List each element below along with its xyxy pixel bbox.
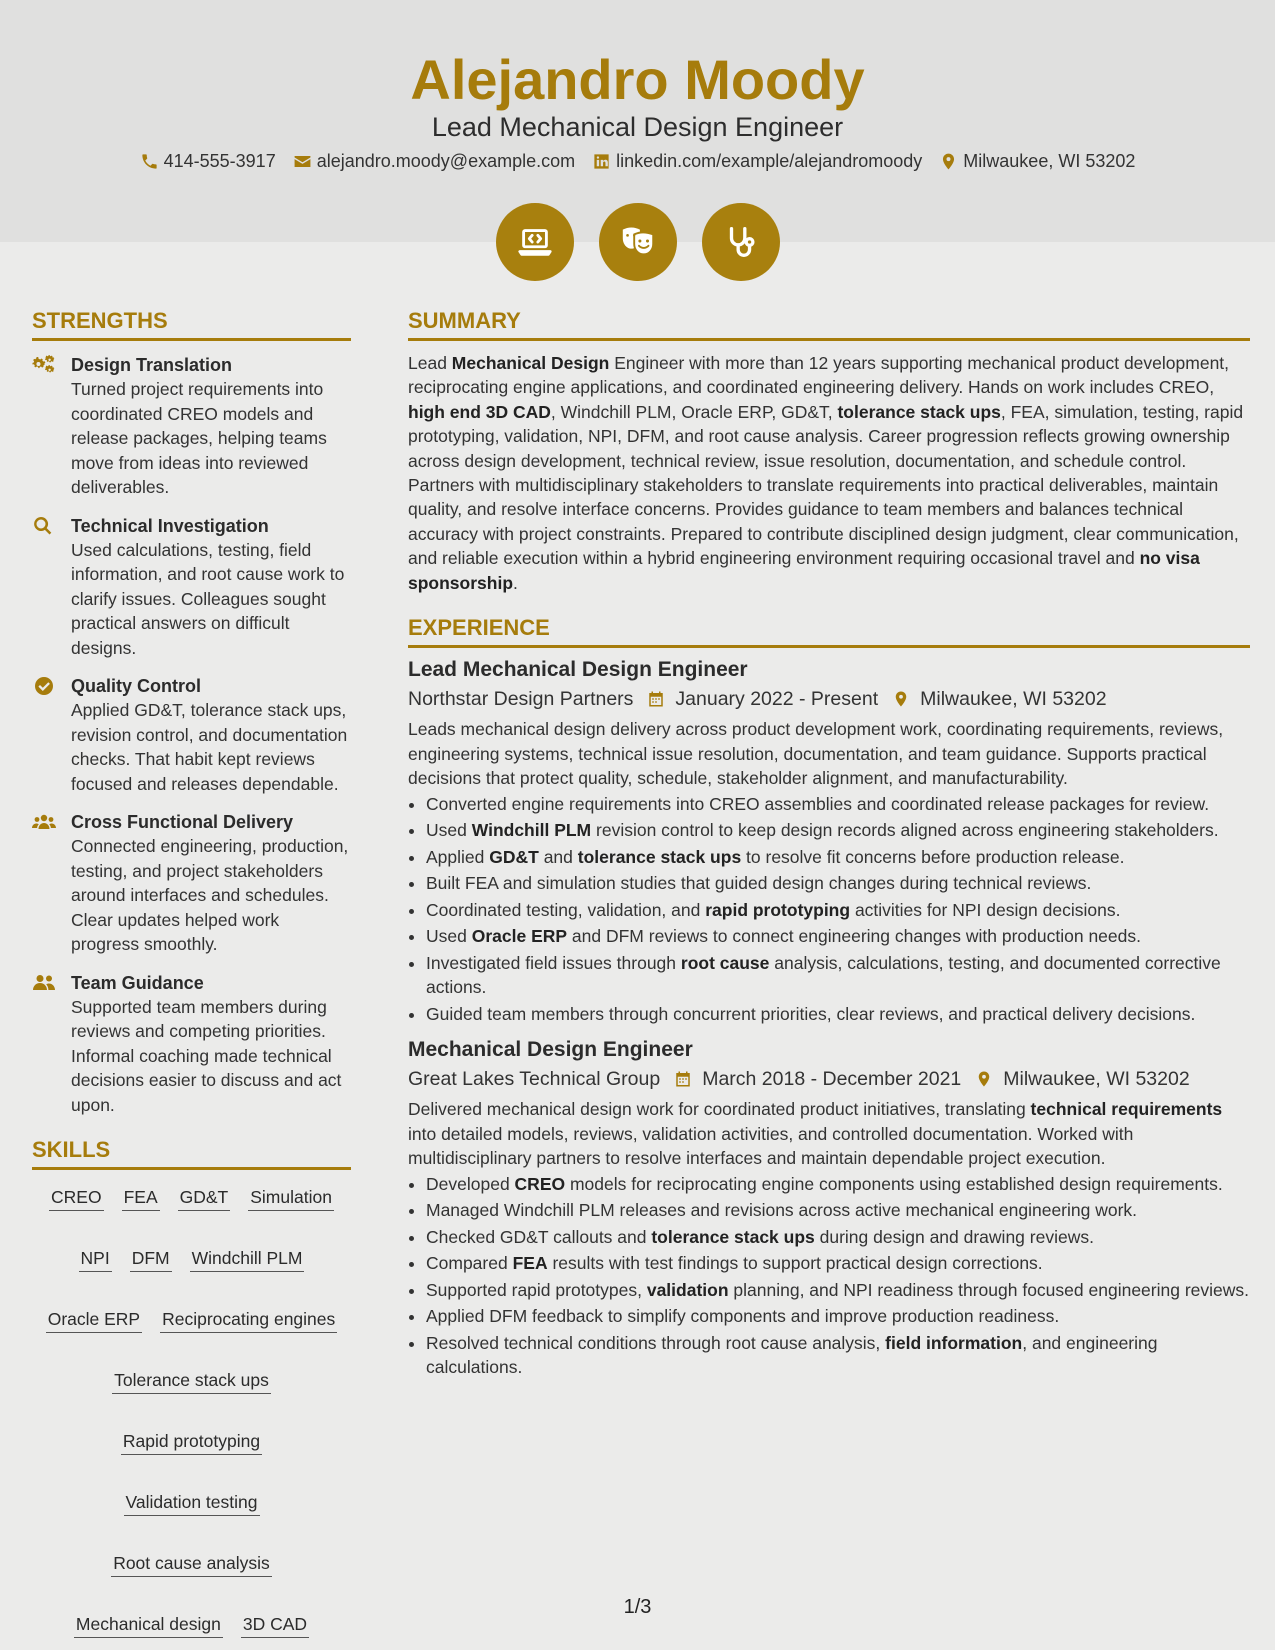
gears-icon — [32, 355, 56, 375]
bold-keyword: field information — [885, 1332, 1023, 1353]
text-segment: Investigated field issues through — [426, 952, 681, 973]
text-segment: Developed — [426, 1173, 515, 1194]
job-bullet — [426, 924, 1250, 949]
right-column — [408, 306, 1250, 1394]
text-segment: Managed Windchill PLM releases and revisions across active mechanical engineering work. — [426, 1200, 1138, 1221]
strength-desc: Supported team members during reviews and competing priorities. Informal coaching made technical decisions easier to discuss and act upon. — [71, 996, 342, 1115]
strength-item — [32, 353, 351, 500]
skills-title: SKILLS — [32, 1135, 351, 1170]
strength-title: Design Translation — [71, 355, 233, 375]
bold-keyword: GD&T — [489, 846, 539, 867]
job-bullet — [426, 1198, 1250, 1223]
stethoscope-icon — [722, 223, 760, 261]
badge-masks — [599, 203, 677, 281]
text-segment: models for reciprocating engine components using established design requirements. — [565, 1173, 1223, 1194]
left-column — [32, 306, 351, 1638]
text-segment: Applied DFM feedback to simplify components and improve production readiness. — [426, 1306, 1060, 1327]
skill-tag: CREO — [49, 1186, 104, 1211]
job-bullet — [426, 871, 1250, 896]
job-bullet — [426, 1304, 1250, 1329]
strength-item — [32, 674, 351, 796]
text-segment: Checked GD&T callouts and — [426, 1226, 652, 1247]
bold-keyword: technical requirements — [1030, 1099, 1223, 1120]
job-bullet — [426, 792, 1250, 817]
text-segment: activities for NPI design decisions. — [850, 899, 1121, 920]
job-meta — [408, 684, 1250, 714]
experience-title: EXPERIENCE — [408, 613, 1250, 648]
strength-item — [32, 514, 351, 661]
email-icon — [293, 152, 312, 171]
text-segment: analysis, calculations, testing, and documented corrective actions. — [426, 952, 1221, 998]
strength-desc: Connected engineering, production, testing, and project stakeholders around interfaces and schedules. Clear updates helped work progress smoothly. — [71, 836, 349, 954]
text-segment: Compared — [426, 1253, 513, 1274]
linkedin-icon — [592, 152, 611, 171]
phone-icon — [140, 152, 159, 171]
strength-item — [32, 810, 351, 957]
job-entry — [408, 1036, 1250, 1380]
job-bullet — [426, 1002, 1250, 1027]
candidate-name: Alejandro Moody — [410, 48, 865, 111]
badge-stethoscope — [702, 203, 780, 281]
job-company: Northstar Design Partners — [408, 688, 634, 711]
skill-tag: DFM — [130, 1247, 172, 1272]
bold-keyword: FEA — [512, 1253, 548, 1274]
job-dates: January 2022 - Present — [675, 688, 879, 711]
users-group-icon — [32, 812, 56, 832]
text-segment: to resolve fit concerns before production release. — [741, 846, 1125, 867]
job-company: Great Lakes Technical Group — [408, 1068, 661, 1091]
strength-item — [32, 971, 351, 1118]
bold-keyword: Windchill PLM — [471, 820, 592, 841]
text-segment: Converted engine requirements into CREO assemblies and coordinated release packages for review. — [426, 793, 1210, 814]
contact-row — [0, 151, 1275, 172]
location-pin-icon — [892, 690, 910, 708]
summary-title: SUMMARY — [408, 306, 1250, 341]
job-bullets — [408, 1172, 1250, 1380]
contact-phone[interactable] — [140, 151, 276, 172]
job-bullet — [426, 1251, 1250, 1276]
job-bullets — [408, 792, 1250, 1027]
bold-keyword: validation — [646, 1279, 729, 1300]
text-segment: Lead — [408, 353, 452, 373]
summary-text — [408, 351, 1250, 595]
text-segment: revision control to keep design records aligned across engineering stakeholders. — [591, 820, 1219, 841]
job-bullet — [426, 898, 1250, 923]
user-pair-icon — [32, 973, 56, 993]
bold-keyword: Oracle ERP — [471, 926, 568, 947]
skill-tag: Oracle ERP — [46, 1308, 142, 1333]
job-entry — [408, 656, 1250, 1026]
laptop-code-icon — [516, 223, 554, 261]
strength-desc: Turned project requirements into coordinated CREO models and release packages, helping teams move from ideas into reviewed deliverables. — [71, 379, 327, 497]
text-segment: Used — [426, 820, 472, 841]
strength-desc: Applied GD&T, tolerance stack ups, revision control, and documentation checks. That habit kept reviews focused and releases dependable. — [71, 700, 348, 794]
text-segment: Guided team members through concurrent priorities, clear reviews, and practical delivery decisions. — [426, 1003, 1196, 1024]
page-number: 1/3 — [623, 1596, 652, 1618]
job-bullet — [426, 1278, 1250, 1303]
job-dates: March 2018 - December 2021 — [702, 1068, 962, 1091]
contact-location — [939, 151, 1135, 172]
job-bullet — [426, 818, 1250, 843]
candidate-role: Lead Mechanical Design Engineer — [431, 112, 844, 142]
text-segment: and DFM reviews to connect engineering changes with production needs. — [567, 926, 1141, 947]
job-bullet — [426, 1225, 1250, 1250]
bold-keyword: root cause — [680, 952, 770, 973]
strengths-title: STRENGTHS — [32, 306, 351, 341]
contact-linkedin[interactable] — [592, 151, 922, 172]
skill-tag: NPI — [79, 1247, 112, 1272]
text-segment: and — [538, 846, 578, 867]
bold-keyword: Mechanical Design — [451, 353, 610, 373]
location-pin-icon — [975, 1070, 993, 1088]
text-segment: into detailed models, reviews, validation activities, and controlled documentation. Worked with multidisciplinary partners to resolve interfaces and maintain dependable project execution. — [408, 1123, 1134, 1169]
text-segment: , FEA, simulation, testing, rapid prototyping, validation, NPI, DFM, and root cause analysis. Career progression reflects growing ownership across design development, technical review, issue resolution, documentation, and schedule control. Partners with multidisciplinary stakeholders to translate requirements into practical deliverables, maintain quality, and resolve interface concerns. Provides guidance to team members and balances technical accuracy with project constraints. Prepared to contribute disciplined design judgment, clear communication, and reliable execution within a hybrid engineering environment requiring occasional travel and — [408, 401, 1244, 569]
text-segment: during design and drawing reviews. — [814, 1226, 1094, 1247]
skill-tag: Mechanical design — [74, 1613, 223, 1638]
contact-linkedin-text: linkedin.com/example/alejandromoody — [616, 151, 923, 171]
strength-title: Team Guidance — [71, 972, 204, 993]
text-segment: Delivered mechanical design work for coordinated product initiatives, translating — [408, 1099, 1031, 1120]
job-bullet — [426, 845, 1250, 870]
calendar-icon — [674, 1070, 692, 1088]
job-description — [408, 1097, 1250, 1171]
bold-keyword: high end 3D CAD — [408, 401, 551, 422]
strength-title: Quality Control — [71, 676, 201, 696]
text-segment: Applied — [426, 846, 490, 867]
contact-email[interactable] — [293, 151, 575, 172]
text-segment: planning, and NPI readiness through focused engineering reviews. — [728, 1279, 1250, 1300]
text-segment: Leads mechanical design delivery across product development work, coordinating requirements, reviews, engineering systems, technical issue resolution, documentation, and team guidance. Supports practical decisions that protect quality, schedule, stakeholder alignment, and manufacturability. — [408, 719, 1224, 789]
job-meta — [408, 1064, 1250, 1094]
contact-location-text: Milwaukee, WI 53202 — [963, 151, 1136, 171]
bold-keyword: CREO — [514, 1173, 566, 1194]
bold-keyword: no visa sponsorship — [408, 548, 1200, 593]
location-pin-icon — [939, 152, 958, 171]
job-bullet — [426, 1331, 1250, 1380]
bold-keyword: tolerance stack ups — [837, 401, 1001, 422]
text-segment: results with test findings to support practical design corrections. — [547, 1253, 1043, 1274]
strength-title: Technical Investigation — [71, 515, 269, 536]
text-segment: Built FEA and simulation studies that guided design changes during technical reviews. — [426, 873, 1092, 894]
text-segment: Resolved technical conditions through root cause analysis, — [426, 1332, 886, 1353]
interest-badges — [0, 203, 1275, 281]
job-description — [408, 717, 1250, 791]
skill-tag: FEA — [122, 1186, 160, 1211]
skill-tag: 3D CAD — [241, 1613, 309, 1638]
job-title: Mechanical Design Engineer — [408, 1038, 693, 1062]
strength-desc: Used calculations, testing, field information, and root cause work to clarify issues. Colleagues sought practical answers on difficult designs. — [71, 539, 345, 658]
job-bullet — [426, 1172, 1250, 1197]
calendar-icon — [647, 690, 665, 708]
badge-laptop — [496, 203, 574, 281]
contact-email-text: alejandro.moody@example.com — [316, 151, 576, 171]
text-segment: Used — [426, 926, 472, 947]
skill-tag: Simulation — [248, 1186, 334, 1211]
skill-tag: Validation testing — [124, 1491, 260, 1516]
check-circle-icon — [32, 676, 56, 696]
skill-tag: Reciprocating engines — [160, 1308, 337, 1333]
skill-tag: Windchill PLM — [190, 1247, 305, 1272]
strength-title: Cross Functional Delivery — [71, 812, 294, 832]
text-segment: Supported rapid prototypes, — [426, 1279, 647, 1300]
text-segment: . — [513, 572, 518, 593]
job-bullet — [426, 951, 1250, 1000]
text-segment: Coordinated testing, validation, and — [426, 899, 706, 920]
skill-tag: Rapid prototyping — [121, 1430, 262, 1455]
text-segment: Engineer with more than 12 years supporting mechanical product development, reciprocating engine applications, and coordinated engineering delivery. Hands on work includes CREO, — [408, 353, 1230, 398]
magnifier-icon — [32, 516, 56, 536]
job-location: Milwaukee, WI 53202 — [920, 688, 1107, 711]
contact-phone-text: 414-555-3917 — [163, 151, 276, 171]
bold-keyword: rapid prototyping — [705, 899, 851, 920]
bold-keyword: tolerance stack ups — [577, 846, 742, 867]
theater-masks-icon — [619, 223, 657, 261]
skill-tag: GD&T — [178, 1186, 231, 1211]
text-segment: , Windchill PLM, Oracle ERP, GD&T, — [550, 401, 838, 422]
job-location: Milwaukee, WI 53202 — [1003, 1068, 1190, 1091]
skill-tag: Root cause analysis — [111, 1552, 272, 1577]
job-title: Lead Mechanical Design Engineer — [408, 658, 748, 682]
text-segment: , and engineering calculations. — [426, 1332, 1158, 1378]
skills-list — [32, 1182, 351, 1638]
skill-tag: Tolerance stack ups — [112, 1369, 271, 1394]
bold-keyword: tolerance stack ups — [651, 1226, 815, 1247]
